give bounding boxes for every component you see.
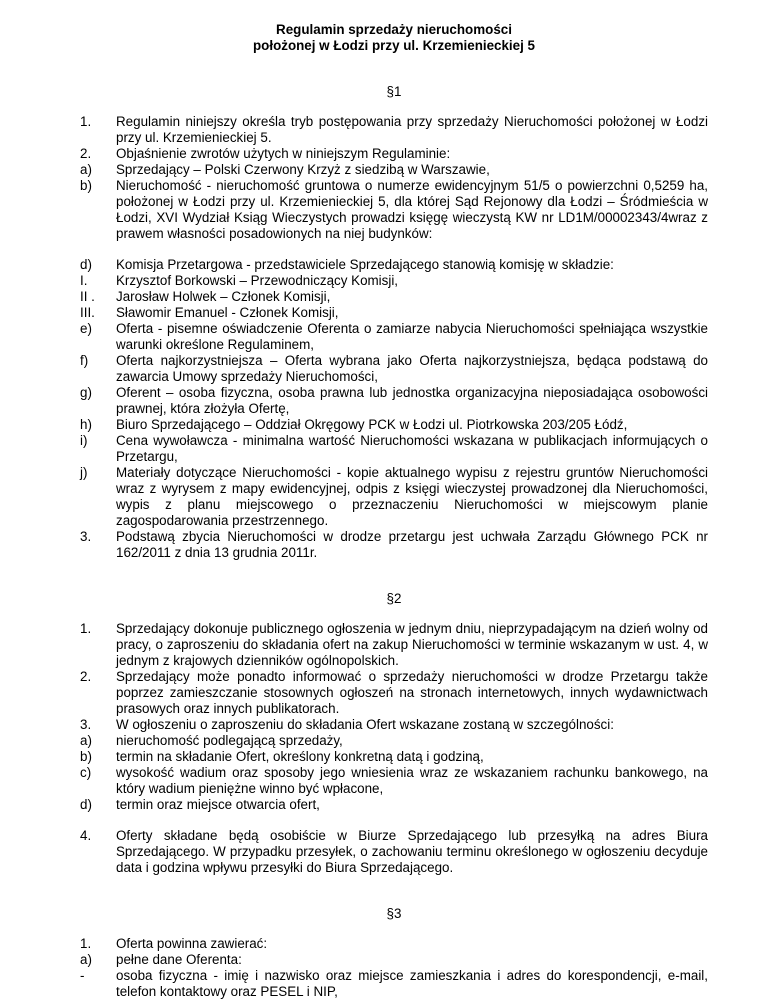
paragraph-gap <box>80 242 708 257</box>
clause-marker: a) <box>80 952 92 967</box>
clause-item <box>80 162 708 178</box>
clause-item <box>80 529 708 561</box>
clause-item <box>80 178 708 242</box>
clause-text: osoba fizyczna - imię i nazwisko oraz miejsce zamieszkania i adres do korespondencji, e-mail, telefon kontaktowy oraz PESEL i NIP, <box>116 968 708 999</box>
clause-text: Oferta powinna zawierać: <box>116 936 268 951</box>
clause-marker: h) <box>80 417 92 432</box>
clause-item <box>80 385 708 417</box>
clause-list <box>80 114 708 242</box>
clause-marker: f) <box>80 353 89 368</box>
clause-text: Sprzedający dokonuje publicznego ogłoszenia w jednym dniu, nieprzypadającym na dzień wolny od pracy, o zaproszeniu do składania ofert na zakup Nieruchomości w terminie wskazanym w ust. 4, w jednym z krajowych dzienników ogólnopolskich. <box>116 621 708 668</box>
clause-text: Podstawą zbycia Nieruchomości w drodze przetargu jest uchwała Zarządu Głównego PCK nr 162/2011 z dnia 13 grudnia 2011r. <box>116 529 708 560</box>
title-line-1: Regulamin sprzedaży nieruchomości <box>276 22 512 37</box>
clause-item <box>80 353 708 385</box>
clause-marker: 1. <box>80 936 92 951</box>
clause-item <box>80 417 708 433</box>
clause-text: Cena wywoławcza - minimalna wartość Nieruchomości wskazana w publikacjach informujących o Przetargu, <box>116 433 708 464</box>
document-body <box>80 84 708 1000</box>
clause-item <box>80 273 708 289</box>
clause-item <box>80 749 708 765</box>
clause-text: Regulamin niniejszy określa tryb postępowania przy sprzedaży Nieruchomości położonej w Łodzi przy ul. Krzemienieckiej 5. <box>116 114 708 145</box>
clause-text: Sprzedający może ponadto informować o sprzedaży nieruchomości w drodze Przetargu także poprzez zamieszczanie stosownych ogłoszeń na stronach internetowych, innych wydawnictwach prasowych oraz innych publikatorach. <box>116 669 708 716</box>
clause-marker: - <box>80 968 85 983</box>
clause-item <box>80 669 708 717</box>
clause-list <box>80 936 708 1000</box>
clause-text: Jarosław Holwek – Członek Komisji, <box>116 289 331 304</box>
clause-text: Materiały dotyczące Nieruchomości - kopie aktualnego wypisu z rejestru gruntów Nieruchomości wraz z wyrysem z mapy ewidencyjnej, odpis z księgi wieczystej prowadzonej dla Nieruchomości, wypis z planu miejscowego o przeznaczeniu Nieruchomości w miejscowym planie zagospodarowania przestrzennego. <box>116 465 708 528</box>
clause-marker: 1. <box>80 114 92 129</box>
clause-marker: 4. <box>80 828 92 843</box>
clause-marker: II . <box>80 289 95 304</box>
clause-list <box>80 257 708 561</box>
clause-text: Krzysztof Borkowski – Przewodniczący Komisji, <box>116 273 399 288</box>
clause-item <box>80 952 708 968</box>
clause-item <box>80 321 708 353</box>
clause-marker: a) <box>80 733 92 748</box>
clause-text: Sławomir Emanuel - Członek Komisji, <box>116 305 339 320</box>
paragraph-gap <box>80 813 708 828</box>
clause-list <box>80 828 708 876</box>
clause-text: Komisja Przetargowa - przedstawiciele Sprzedającego stanowią komisję w składzie: <box>116 257 614 272</box>
clause-text: Sprzedający – Polski Czerwony Krzyż z siedzibą w Warszawie, <box>116 162 490 177</box>
clause-marker: b) <box>80 178 92 193</box>
clause-item <box>80 717 708 733</box>
clause-item <box>80 289 708 305</box>
clause-item <box>80 797 708 813</box>
clause-marker: 2. <box>80 669 92 684</box>
clause-text: Oferty składane będą osobiście w Biurze Sprzedającego lub przesyłką na adres Biura Sprzedającego. W przypadku przesyłek, o zachowaniu terminu określonego w ogłoszeniu decyduje data i godzina wpływu przesyłki do Biura Sprzedającego. <box>116 828 708 875</box>
clause-item <box>80 936 708 952</box>
document-title <box>80 22 708 54</box>
clause-text: termin na składanie Ofert, określony konkretną datą i godziną, <box>116 749 484 764</box>
clause-item <box>80 968 708 1000</box>
clause-item <box>80 465 708 529</box>
title-line-2: położonej w Łodzi przy ul. Krzemienieckiej 5 <box>252 38 535 53</box>
clause-text: Objaśnienie zwrotów użytych w niniejszym Regulaminie: <box>116 146 451 161</box>
clause-marker: d) <box>80 257 92 272</box>
clause-marker: d) <box>80 797 92 812</box>
section-heading: §2 <box>386 591 402 606</box>
clause-item <box>80 114 708 146</box>
clause-marker: e) <box>80 321 92 336</box>
clause-item <box>80 257 708 273</box>
clause-marker: 2. <box>80 146 92 161</box>
clause-item <box>80 305 708 321</box>
clause-marker: 3. <box>80 529 92 544</box>
clause-text: Nieruchomość - nieruchomość gruntowa o numerze ewidencyjnym 51/5 o powierzchni 0,5259 ha, położonej w Łodzi przy ul. Krzemienieckiej 5, dla której Sąd Rejonowy dla Łodzi – Śródmieścia w Łodzi, XVI Wydział Ksiąg Wieczystych prowadzi księgę wieczystą KW nr LD1M/00002343/4wraz z prawem własności posadowionych na niej budynków: <box>116 178 708 241</box>
clause-text: termin oraz miejsce otwarcia ofert, <box>116 797 320 812</box>
clause-marker: i) <box>80 433 88 448</box>
clause-text: Oferta najkorzystniejsza – Oferta wybrana jako Oferta najkorzystniejsza, będąca podstawą do zawarcia Umowy sprzedaży Nieruchomości, <box>116 353 708 384</box>
clause-text: Oferent – osoba fizyczna, osoba prawna lub jednostka organizacyjna nieposiadająca osobowości prawnej, która złożyła Ofertę, <box>116 385 708 416</box>
clause-list <box>80 621 708 813</box>
clause-item <box>80 621 708 669</box>
clause-marker: c) <box>80 765 92 780</box>
clause-text: W ogłoszeniu o zaproszeniu do składania Ofert wskazane zostaną w szczególności: <box>116 717 614 732</box>
clause-item <box>80 828 708 876</box>
clause-marker: j) <box>80 465 88 480</box>
clause-marker: 1. <box>80 621 92 636</box>
section-heading: §1 <box>386 84 402 99</box>
clause-marker: I. <box>80 273 88 288</box>
clause-marker: a) <box>80 162 92 177</box>
clause-text: wysokość wadium oraz sposoby jego wniesienia wraz ze wskazaniem rachunku bankowego, na który wadium pieniężne winno być wpłacone, <box>116 765 708 796</box>
clause-text: nieruchomość podlegającą sprzedaży, <box>116 733 343 748</box>
clause-text: Biuro Sprzedającego – Oddział Okręgowy PCK w Łodzi ul. Piotrkowska 203/205 Łódź, <box>116 417 628 432</box>
section-heading: §3 <box>386 906 402 921</box>
clause-marker: g) <box>80 385 92 400</box>
clause-marker: 3. <box>80 717 92 732</box>
clause-item <box>80 146 708 162</box>
clause-marker: b) <box>80 749 92 764</box>
clause-text: pełne dane Oferenta: <box>116 952 242 967</box>
clause-marker: III. <box>80 305 95 320</box>
clause-text: Oferta - pisemne oświadczenie Oferenta o zamiarze nabycia Nieruchomości spełniająca wszystkie warunki określone Regulaminem, <box>116 321 708 352</box>
clause-item <box>80 433 708 465</box>
clause-item <box>80 765 708 797</box>
clause-item <box>80 733 708 749</box>
